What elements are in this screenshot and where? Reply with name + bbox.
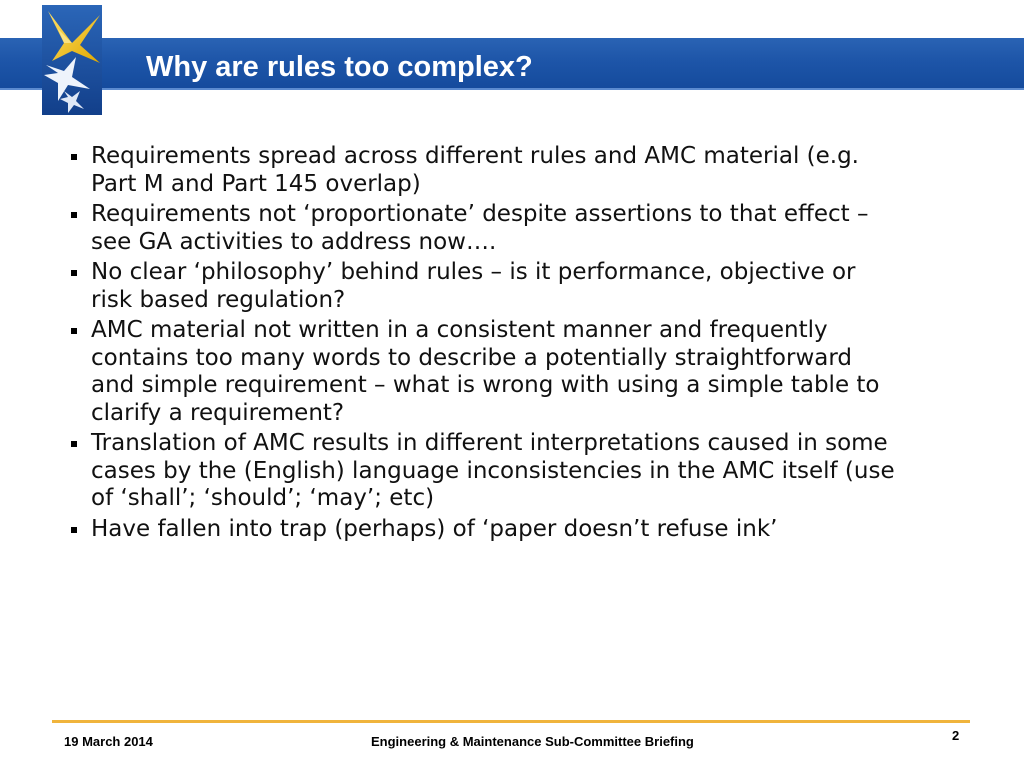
bullet-text: No clear ‘philosophy’ behind rules – is it performance, objective or risk based regulation? — [91, 259, 856, 313]
bullet-text: Have fallen into trap (perhaps) of ‘paper doesn’t refuse ink’ — [91, 515, 778, 542]
bullet-text: Requirements not ‘proportionate’ despite assertions to that effect – see GA activities to address now…. — [91, 201, 869, 255]
bullet-item — [62, 201, 902, 256]
bullet-text: Translation of AMC results in different interpretations caused in some cases by the (English) language inconsistencies in the AMC itself (use of ‘shall’; ‘should’; ‘may’; etc) — [91, 430, 895, 511]
eu-stars-logo-icon — [42, 5, 102, 115]
square-bullet-icon — [71, 270, 77, 276]
square-bullet-icon — [71, 441, 77, 447]
bullet-item — [62, 317, 902, 427]
bullet-list — [62, 143, 902, 546]
bullet-text: Requirements spread across different rules and AMC material (e.g. Part M and Part 145 overlap) — [91, 143, 859, 197]
footer-divider — [52, 720, 970, 723]
footer-date: 19 March 2014 — [64, 734, 153, 749]
footer-title: Engineering & Maintenance Sub-Committee Briefing — [371, 734, 694, 749]
slide-title: Why are rules too complex? — [146, 51, 533, 83]
square-bullet-icon — [71, 527, 77, 533]
square-bullet-icon — [71, 212, 77, 218]
bullet-item — [62, 516, 902, 544]
page-number: 2 — [952, 728, 960, 743]
bullet-item — [62, 143, 902, 198]
square-bullet-icon — [71, 154, 77, 160]
bullet-text: AMC material not written in a consistent manner and frequently contains too many words to describe a potentially straightforward and simple requirement – what is wrong with using a simple table to clarify a requirement? — [91, 317, 880, 426]
square-bullet-icon — [71, 328, 77, 334]
bullet-item — [62, 430, 902, 513]
bullet-item — [62, 259, 902, 314]
